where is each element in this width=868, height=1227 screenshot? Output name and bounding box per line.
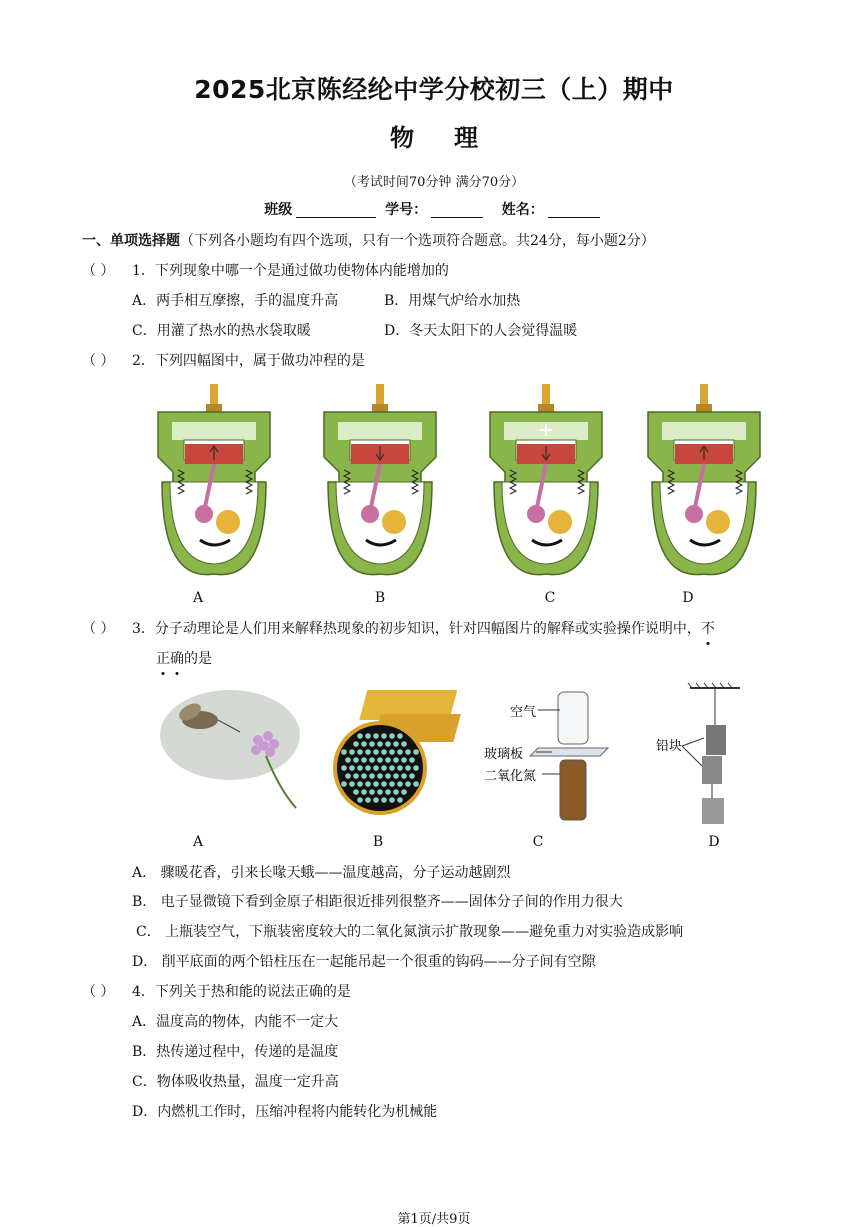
atom-dot: [345, 773, 351, 779]
molecular-theory-figure: [160, 680, 760, 830]
q3-option-d: D． 削平底面的两个铅柱压在一起能吊起一个很重的钩码——分子间有空隙: [132, 954, 596, 970]
atom-dot: [369, 773, 375, 779]
question-1-stem: [82, 260, 449, 280]
atom-dot: [389, 733, 395, 739]
atom-dot: [397, 733, 403, 739]
q1-option-b: B．用煤气炉给水加热: [384, 293, 521, 309]
answer-paren[interactable]: （ ）: [82, 621, 115, 637]
atom-dot: [353, 741, 359, 747]
diffusion-bottles-image: [484, 692, 608, 820]
atom-dot: [385, 757, 391, 763]
emphasis-correct: 正确: [156, 651, 184, 667]
q3-figure-label-c: C: [532, 834, 544, 850]
atom-dot: [413, 765, 419, 771]
atom-dot: [405, 781, 411, 787]
atom-dot: [373, 749, 379, 755]
atom-dot: [377, 773, 383, 779]
q3-figure-label-b: B: [372, 834, 384, 850]
atom-dot: [361, 741, 367, 747]
atom-dot: [377, 757, 383, 763]
answer-paren[interactable]: （ ）: [82, 263, 115, 279]
engine-d-icon: [648, 384, 760, 575]
atom-dot: [357, 733, 363, 739]
atom-dot: [397, 765, 403, 771]
gold-atoms-image: [335, 690, 461, 813]
section-title: 一、单项选择题: [82, 233, 180, 249]
q4-option-a: A．温度高的物体，内能不一定大: [132, 1014, 339, 1030]
subject-title: 物理: [390, 124, 518, 152]
name-field[interactable]: [548, 203, 600, 218]
atom-dot: [341, 749, 347, 755]
label-glass: 玻璃板: [484, 747, 524, 762]
atom-dot: [385, 789, 391, 795]
atom-dot: [361, 773, 367, 779]
atom-dot: [349, 781, 355, 787]
atom-dot: [413, 749, 419, 755]
question-3-stem-line2: [156, 648, 212, 668]
section-heading: [82, 230, 655, 250]
atom-dot: [385, 741, 391, 747]
student-info-line: [0, 199, 868, 219]
question-text: 3．分子动理论是人们用来解释热现象的初步知识，针对四幅图片的解释或实验操作说明中，: [132, 621, 701, 637]
atom-dot: [349, 749, 355, 755]
name-label: 姓名：: [501, 202, 544, 218]
atom-dot: [389, 781, 395, 787]
exam-title: 2025北京陈经纶中学分校初三（上）期中: [194, 75, 674, 104]
atom-dot: [401, 757, 407, 763]
atom-dot: [405, 749, 411, 755]
question-text: 2．下列四幅图中，属于做功冲程的是: [132, 353, 365, 369]
atom-dot: [357, 797, 363, 803]
atom-dot: [345, 757, 351, 763]
atom-dot: [361, 789, 367, 795]
atom-dot: [381, 733, 387, 739]
atom-dot: [413, 781, 419, 787]
question-text: 的是: [184, 651, 212, 667]
atom-dot: [405, 765, 411, 771]
atom-dot: [401, 741, 407, 747]
atom-dot: [397, 749, 403, 755]
atom-dot: [393, 773, 399, 779]
atom-dot: [409, 773, 415, 779]
student-no-field[interactable]: [431, 203, 483, 218]
atom-dot: [341, 781, 347, 787]
question-4-stem: [82, 981, 351, 1001]
label-lead: 铅块: [656, 739, 683, 754]
q1-option-d: D．冬天太阳下的人会觉得温暖: [384, 323, 578, 339]
atom-dot: [385, 773, 391, 779]
answer-paren[interactable]: （ ）: [82, 353, 115, 369]
question-2-stem: [82, 350, 365, 370]
atom-dot: [393, 757, 399, 763]
atom-dot: [381, 749, 387, 755]
atom-dot: [373, 733, 379, 739]
atom-dot: [377, 741, 383, 747]
q3-figure-label-a: A: [192, 834, 204, 850]
atom-dot: [353, 773, 359, 779]
atom-dot: [381, 797, 387, 803]
atom-dot: [357, 765, 363, 771]
atom-dot: [397, 797, 403, 803]
atom-dot: [373, 797, 379, 803]
atom-dot: [381, 765, 387, 771]
q3-option-b: B． 电子显微镜下看到金原子相距很近排列很整齐——固体分子间的作用力很大: [132, 894, 623, 910]
atom-dot: [393, 789, 399, 795]
class-field[interactable]: [296, 203, 376, 218]
atom-dot: [401, 773, 407, 779]
student-no-label: 学号：: [385, 202, 428, 218]
atom-dot: [389, 749, 395, 755]
q3-figure-label-d: D: [708, 834, 720, 850]
engine-a-icon: [158, 384, 270, 575]
engine-c-icon: [490, 384, 602, 575]
atom-dot: [365, 797, 371, 803]
atom-dot: [389, 765, 395, 771]
atom-dot: [377, 789, 383, 795]
q1-option-c: C．用灌了热水的热水袋取暖: [132, 323, 311, 339]
atom-dot: [409, 757, 415, 763]
atom-dot: [381, 781, 387, 787]
atom-dot: [353, 789, 359, 795]
atom-dot: [365, 749, 371, 755]
section-instruction: （下列各小题均有四个选项，只有一个选项符合题意。共24分，每小题2分）: [180, 233, 655, 249]
atom-dot: [365, 733, 371, 739]
atom-dot: [369, 757, 375, 763]
q1-option-a: A．两手相互摩擦，手的温度升高: [132, 293, 339, 309]
engine-strokes-figure: [150, 382, 770, 577]
class-label: 班级: [264, 202, 293, 218]
figure-label-b: B: [374, 590, 386, 606]
atom-dot: [369, 789, 375, 795]
moth-flower-image: [160, 690, 300, 808]
figure-label-a: A: [192, 590, 204, 606]
emphasis-not: 不: [701, 621, 715, 637]
engine-b-icon: [324, 384, 436, 575]
atom-dot: [365, 765, 371, 771]
q4-option-d: D．内燃机工作时，压缩冲程将内能转化为机械能: [132, 1104, 438, 1120]
atom-dot: [369, 741, 375, 747]
figure-label-d: D: [682, 590, 694, 606]
atom-dot: [373, 765, 379, 771]
atom-dot: [397, 781, 403, 787]
atom-dot: [393, 741, 399, 747]
atom-dot: [401, 789, 407, 795]
atom-dot: [341, 765, 347, 771]
atom-dot: [357, 781, 363, 787]
label-air: 空气: [510, 705, 537, 720]
exam-note: （考试时间70分钟 满分70分）: [343, 175, 525, 190]
atom-dot: [353, 757, 359, 763]
question-text: 4．下列关于热和能的说法正确的是: [132, 984, 351, 1000]
atom-dot: [357, 749, 363, 755]
q4-option-b: B．热传递过程中，传递的是温度: [132, 1044, 339, 1060]
page-number: 第1页/共9页: [397, 1212, 471, 1227]
q4-option-c: C．物体吸收热量，温度一定升高: [132, 1074, 339, 1090]
atom-dot: [361, 757, 367, 763]
q3-option-a: A． 骤暖花香，引来长喙天蛾——温度越高，分子运动越剧烈: [132, 865, 511, 881]
atom-dot: [373, 781, 379, 787]
label-no2: 二氧化氮: [484, 769, 537, 784]
figure-label-c: C: [544, 590, 556, 606]
question-3-stem: [82, 618, 782, 638]
question-text: 1．下列现象中哪一个是通过做功使物体内能增加的: [132, 263, 449, 279]
atom-dot: [389, 797, 395, 803]
atom-dot: [349, 765, 355, 771]
answer-paren[interactable]: （ ）: [82, 984, 115, 1000]
lead-blocks-image: [656, 683, 740, 824]
q3-option-c: C． 上瓶装空气，下瓶装密度较大的二氧化氮演示扩散现象——避免重力对实验造成影响: [136, 924, 684, 940]
atom-dot: [365, 781, 371, 787]
